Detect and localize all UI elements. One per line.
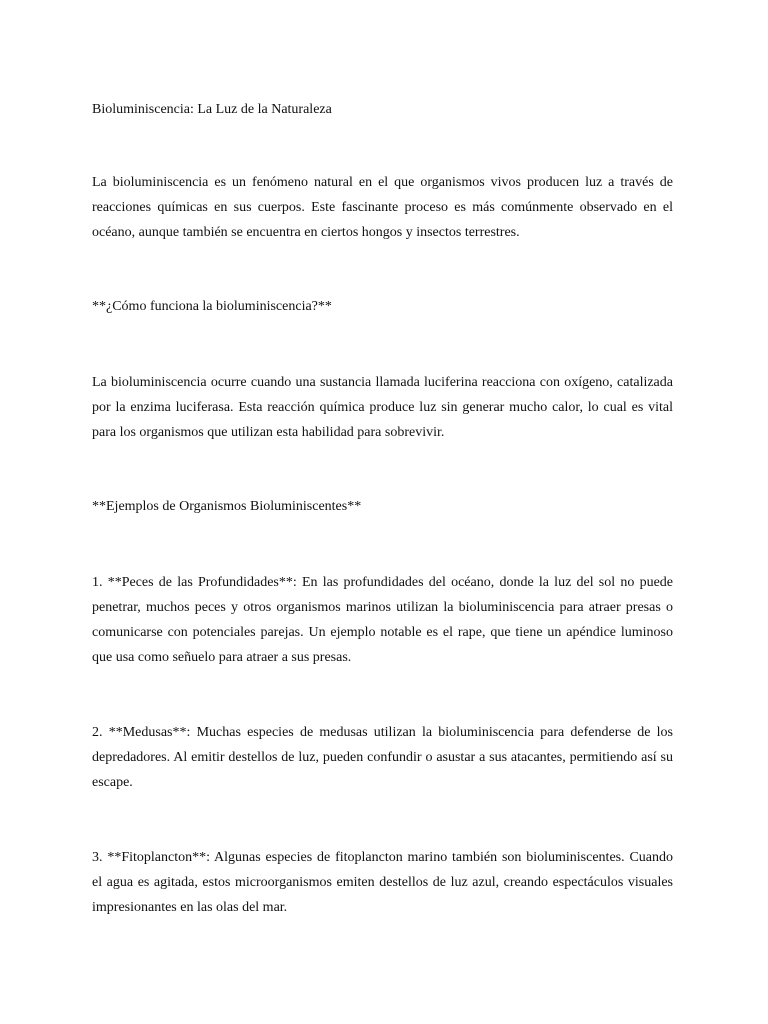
example-paragraph-2: 2. **Medusas**: Muchas especies de medusas utilizan la bioluminiscencia para defenderse de los depredadores. Al emitir destellos de luz, pueden confundir o asustar a sus atacantes, permitiendo así su escape. xyxy=(92,725,673,790)
how-paragraph: La bioluminiscencia ocurre cuando una sustancia llamada luciferina reacciona con oxígeno, catalizada por la enzima luciferasa. Esta reacción química produce luz sin generar mucho calor, lo cual es vital para los organismos que utilizan esta habilidad para sobrevivir. xyxy=(92,375,673,440)
example-paragraph-1: 1. **Peces de las Profundidades**: En las profundidades del océano, donde la luz del sol no puede penetrar, muchos peces y otros organismos marinos utilizan la bioluminiscencia para atraer presas o comunicarse con potenciales parejas. Un ejemplo notable es el rape, que tiene un apéndice luminoso que usa como señuelo para atraer a sus presas. xyxy=(92,575,673,665)
intro-paragraph: La bioluminiscencia es un fenómeno natural en el que organismos vivos producen luz a través de reacciones químicas en sus cuerpos. Este fascinante proceso es más comúnmente observado en el océano, aunque también se encuentra en ciertos hongos y insectos terrestres. xyxy=(92,175,673,240)
section-heading-how: **¿Cómo funciona la bioluminiscencia?** xyxy=(92,299,332,314)
section-heading-examples: **Ejemplos de Organismos Bioluminiscentes** xyxy=(92,499,362,514)
document-title: Bioluminiscencia: La Luz de la Naturaleza xyxy=(92,102,332,117)
example-paragraph-3: 3. **Fitoplancton**: Algunas especies de fitoplancton marino también son bioluminiscentes. Cuando el agua es agitada, estos microorganismos emiten destellos de luz azul, creando espectáculos visuales impresionantes en las olas del mar. xyxy=(92,850,673,915)
